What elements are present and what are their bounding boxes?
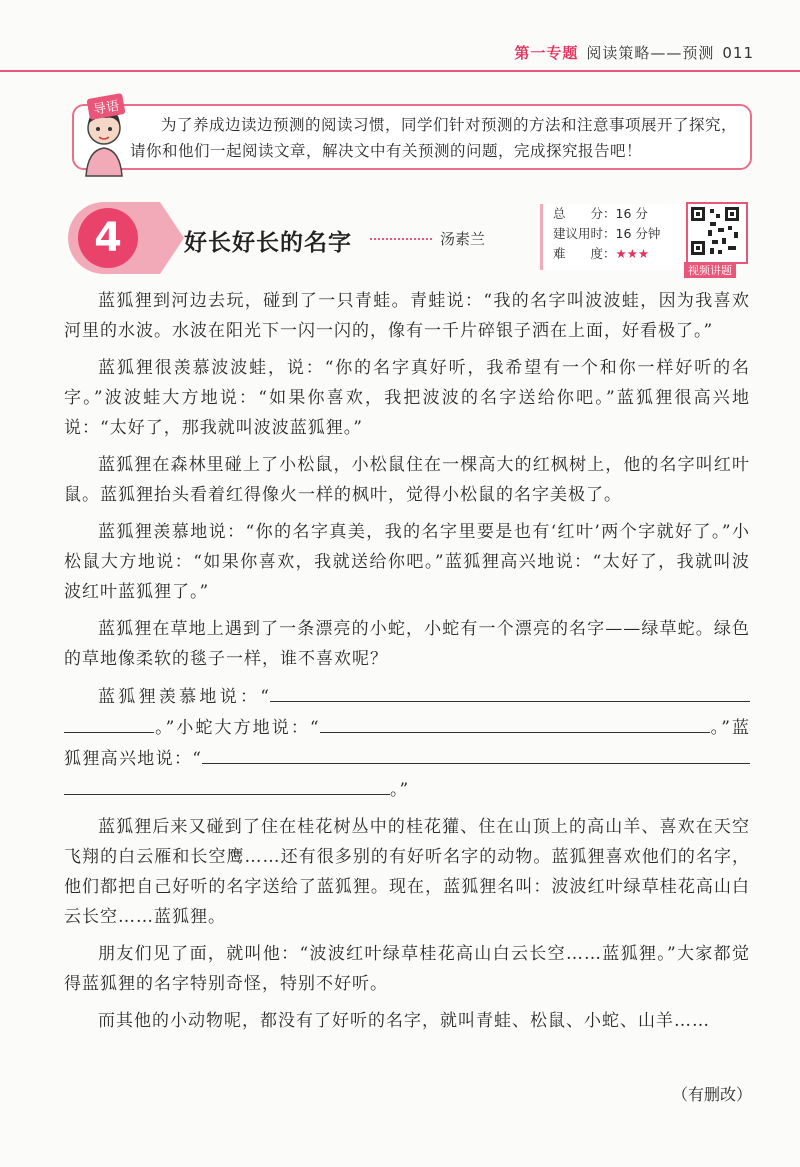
paragraph-2: 蓝狐狸很羡慕波波蛙，说：“你的名字真好听，我希望有一个和你一样好听的名字。”波波蛙大方地说：“如果你喜欢，我把波波的名字送给你吧。”蓝狐狸很高兴地说：“太好了，那我就叫波波蓝狐狸。” (64, 358, 750, 438)
answer-blank-2[interactable] (320, 712, 710, 733)
qr-label: 视频讲题 (684, 262, 736, 278)
meta-difficulty (543, 244, 683, 264)
title-dots (370, 238, 432, 240)
paragraph-4: 蓝狐狸羡慕地说：“你的名字真美，我的名字里要是也有‘红叶’两个字就好了。”小松鼠大方地说：“如果你喜欢，我就送给你吧。”蓝狐狸高兴地说：“太好了，我就叫波波红叶蓝狐狸了。” (64, 522, 750, 602)
intro-box (72, 104, 752, 170)
lesson-author: 汤素兰 (440, 230, 486, 248)
lesson-title: 好长好长的名字 (184, 230, 352, 256)
answer-blank-1b[interactable] (64, 712, 154, 733)
paragraph-5: 蓝狐狸在草地上遇到了一条漂亮的小蛇，小蛇有一个漂亮的名字——绿草蛇。绿色的草地像柔软的毯子一样，谁不喜欢呢？ (64, 619, 750, 669)
p6-text-c: 。”蓝狐狸高兴地说：“ (64, 718, 750, 769)
page-header (514, 42, 754, 63)
lesson-number: 4 (78, 208, 138, 268)
header-section: 阅读策略——预测 (586, 44, 715, 62)
exercise-meta (540, 204, 683, 270)
header-divider (0, 70, 800, 72)
paragraph-6-fill-in (64, 681, 750, 805)
paragraph-7: 蓝狐狸后来又碰到了住在桂花树丛中的桂花獾、住在山顶上的高山羊、喜欢在天空飞翔的白云雁和长空鹰……还有很多别的有好听名字的动物。蓝狐狸喜欢他们的名字，他们都把自己好听的名字送给了蓝狐狸。现在，蓝狐狸名叫：波波红叶绿草桂花高山白云长空……蓝狐狸。 (64, 817, 750, 927)
qr-pattern-icon (688, 204, 742, 258)
answer-blank-3[interactable] (202, 743, 750, 764)
answer-blank-3b[interactable] (64, 774, 390, 795)
meta-time: 建议用时：16 分钟 (553, 226, 661, 241)
intro-text: 为了养成边读边预测的阅读习惯，同学们针对预测的方法和注意事项展开了探究，请你和他们一起阅读文章，解决文中有关预测的问题，完成探究报告吧！ (130, 116, 738, 160)
difficulty-label: 难 度： (553, 246, 616, 261)
paragraph-3: 蓝狐狸在森林里碰上了小松鼠，小松鼠住在一棵高大的红枫树上，他的名字叫红叶鼠。蓝狐狸抬头看着红得像火一样的枫叶，觉得小松鼠的名字美极了。 (64, 455, 750, 505)
p6-text-d: 。” (390, 780, 410, 800)
page-number: 011 (722, 44, 754, 62)
edit-note: （有删改） (671, 1085, 752, 1104)
paragraph-9: 而其他的小动物呢，都没有了好听的名字，就叫青蛙、松鼠、小蛇、山羊…… (98, 1011, 710, 1031)
intro-tag: 导语 (86, 93, 125, 120)
answer-blank-1[interactable] (270, 681, 750, 702)
article-body (64, 286, 750, 1043)
meta-total-score: 总 分：16 分 (553, 206, 648, 221)
p6-text-b: 。”小蛇大方地说：“ (154, 718, 320, 738)
p6-text-a: 蓝狐狸羡慕地说：“ (98, 687, 270, 707)
header-topic: 第一专题 (514, 44, 579, 62)
paragraph-8: 朋友们见了面，就叫他：“波波红叶绿草桂花高山白云长空……蓝狐狸。”大家都觉得蓝狐狸的名字特别奇怪，特别不好听。 (64, 944, 750, 994)
paragraph-1: 蓝狐狸到河边去玩，碰到了一只青蛙。青蛙说：“我的名字叫波波蛙，因为我喜欢河里的水波。水波在阳光下一闪一闪的，像有一千片碎银子洒在上面，好看极了。” (64, 291, 750, 341)
difficulty-stars: ★★★ (615, 246, 650, 261)
qr-code-icon[interactable] (686, 202, 748, 264)
